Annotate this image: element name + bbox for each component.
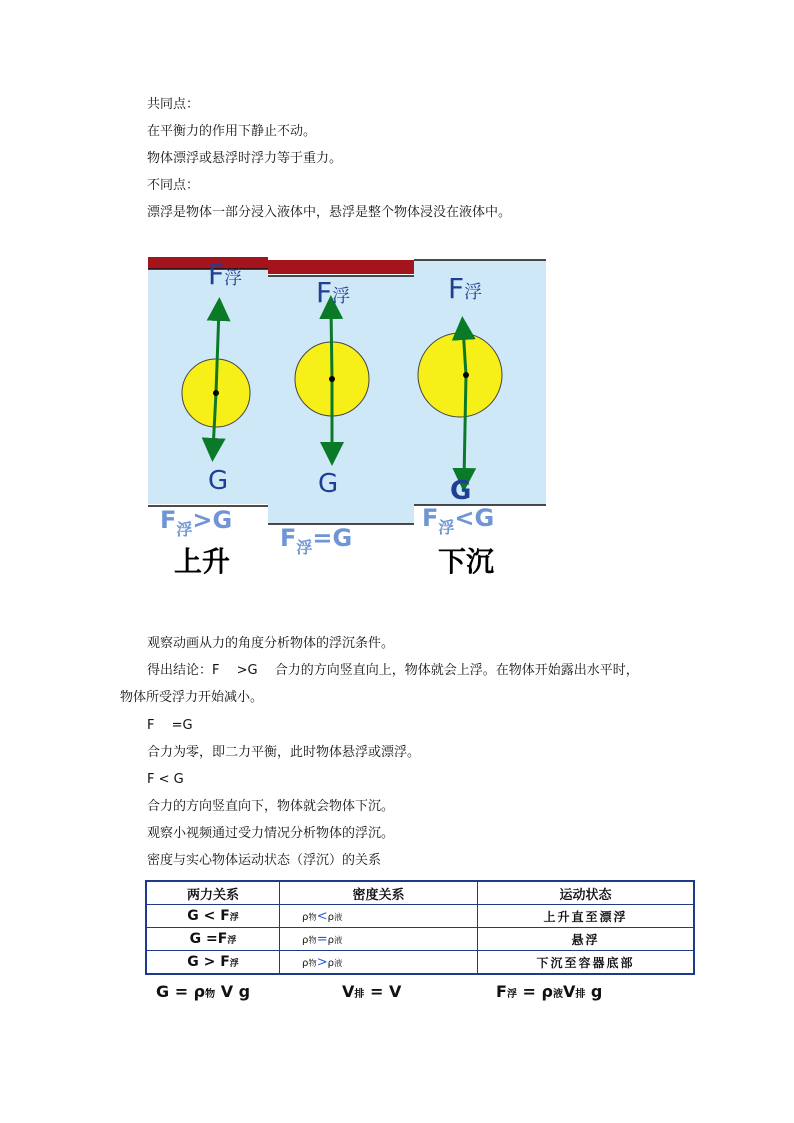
state-1: 上升 (174, 545, 231, 578)
ball-3 (418, 333, 502, 417)
motion-state: 下沉至容器底部 (478, 951, 695, 975)
table-row (146, 905, 694, 928)
buoyancy-figure (146, 254, 548, 584)
paragraph-6: 合力的方向竖直向下，物体就会物体下沉。 (147, 799, 395, 814)
header-motion: 运动状态 (478, 881, 695, 905)
motion-state: 上升直至漂浮 (478, 905, 695, 928)
motion-state: 悬浮 (478, 928, 695, 951)
paragraph-2b: 物体所受浮力开始减小。 (120, 690, 264, 705)
force-relation: G > F浮 (146, 951, 280, 975)
gravity-label-2: G (318, 469, 339, 499)
header-density: 密度关系 (280, 881, 478, 905)
density-relation: ρ物>ρ液 (280, 951, 478, 975)
density-relation-table (145, 880, 695, 975)
table-row (146, 951, 694, 975)
diff-heading: 不同点： (147, 178, 200, 193)
paragraph-2a: 得出结论：F >G 合力的方向竖直向上，物体就会上浮。在物体开始露出水平时， (147, 663, 639, 678)
header-force: 两力关系 (146, 881, 280, 905)
lid-panel-2 (268, 260, 414, 274)
condition-1: $F_浮>G$ (160, 506, 233, 539)
condition-2: $F_浮=G$ (280, 524, 353, 557)
paragraph-4: 合力为零，即二力平衡，此时物体悬浮或漂浮。 (147, 745, 421, 760)
condition-3: $F_浮<G$ (422, 504, 495, 537)
paragraph-3: F =G (147, 718, 193, 733)
formula-buoyancy: F浮 = ρ液V排 g (496, 982, 603, 1001)
force-relation: G < F浮 (146, 905, 280, 928)
table-row (146, 928, 694, 951)
gravity-arrow-3 (464, 375, 466, 480)
common-point-1: 在平衡力的作用下静止不动。 (147, 124, 317, 139)
gravity-label-1: G (208, 466, 229, 496)
gravity-label-3: G (450, 476, 472, 506)
table-header-row (146, 881, 694, 905)
density-relation: ρ物<ρ液 (280, 905, 478, 928)
buoyant-arrow-2 (331, 307, 332, 379)
paragraph-5: F < G (147, 772, 184, 787)
common-point-2: 物体漂浮或悬浮时浮力等于重力。 (147, 151, 343, 166)
paragraph-8: 密度与实心物体运动状态（浮沉）的关系 (147, 853, 382, 868)
formula-displaced-volume: V排 = V (342, 982, 402, 1001)
paragraph-7: 观察小视频通过受力情况分析物体的浮沉。 (147, 826, 395, 841)
force-relation: G =F浮 (146, 928, 280, 951)
paragraph-1: 观察动画从力的角度分析物体的浮沉条件。 (147, 636, 395, 651)
diff-point-1: 漂浮是物体一部分浸入液体中，悬浮是整个物体浸没在液体中。 (147, 205, 512, 220)
common-heading: 共同点： (147, 97, 200, 112)
state-3: 下沉 (438, 545, 495, 578)
force-label-3: F浮 (448, 272, 483, 305)
force-label-2: F浮 (316, 276, 351, 309)
force-label-1: F浮 (208, 258, 243, 291)
density-relation: ρ物=ρ液 (280, 928, 478, 951)
formula-gravity: G = ρ物 V g (156, 982, 251, 1001)
